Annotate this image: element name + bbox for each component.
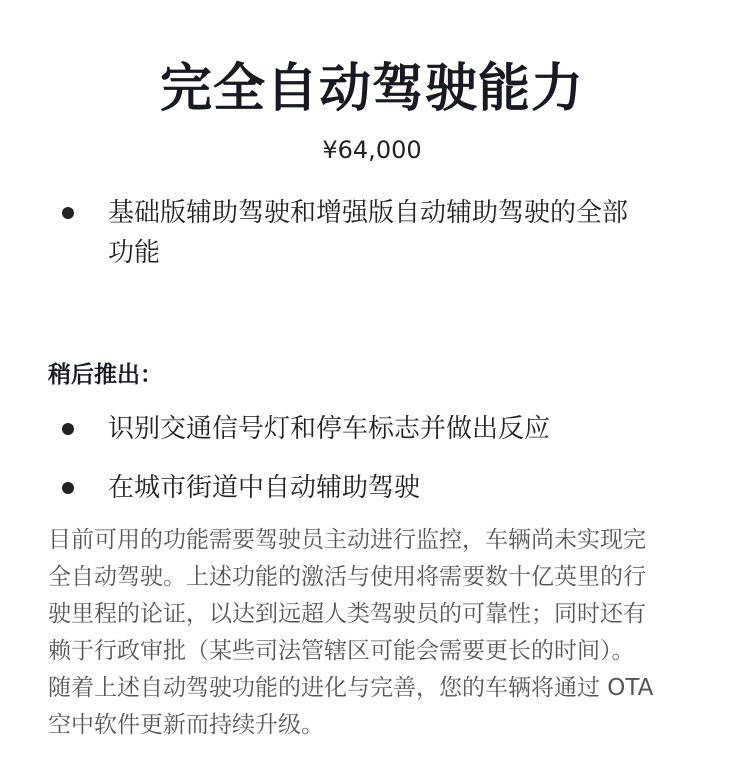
disclaimer-line: 空中软件更新而持续升级。 (48, 712, 324, 738)
list-item-line: 功能 (108, 238, 161, 268)
page-title: 完全自动驾驶能力 (159, 59, 584, 119)
list-item-line: 基础版辅助驾驶和增强版自动辅助驾驶的全部 (108, 198, 629, 228)
coming-soon-heading: 稍后推出： (48, 362, 163, 388)
disclaimer-line: 随着上述自动驾驶功能的进化与完善，您的车辆将通过 OTA (48, 675, 654, 701)
list-item: 识别交通信号灯和停车标志并做出反应 (108, 414, 551, 444)
disclaimer-line: 目前可用的功能需要驾驶员主动进行监控，车辆尚未实现完 (48, 527, 646, 553)
list-item: 在城市街道中自动辅助驾驶 (108, 473, 421, 503)
list-item (108, 193, 708, 273)
price: ¥64,000 (322, 136, 422, 164)
disclaimer-line: 赖于行政审批（某些司法管辖区可能会需要更长的时间）。 (48, 638, 635, 664)
bullet-icon (62, 423, 74, 435)
bullet-icon (62, 207, 74, 219)
disclaimer-line: 驶里程的论证，以达到远超人类驾驶员的可靠性；同时还有 (48, 601, 646, 627)
disclaimer-line: 全自动驾驶。上述功能的激活与使用将需要数十亿英里的行 (48, 564, 646, 590)
bullet-icon (62, 482, 74, 494)
disclaimer (48, 522, 653, 744)
